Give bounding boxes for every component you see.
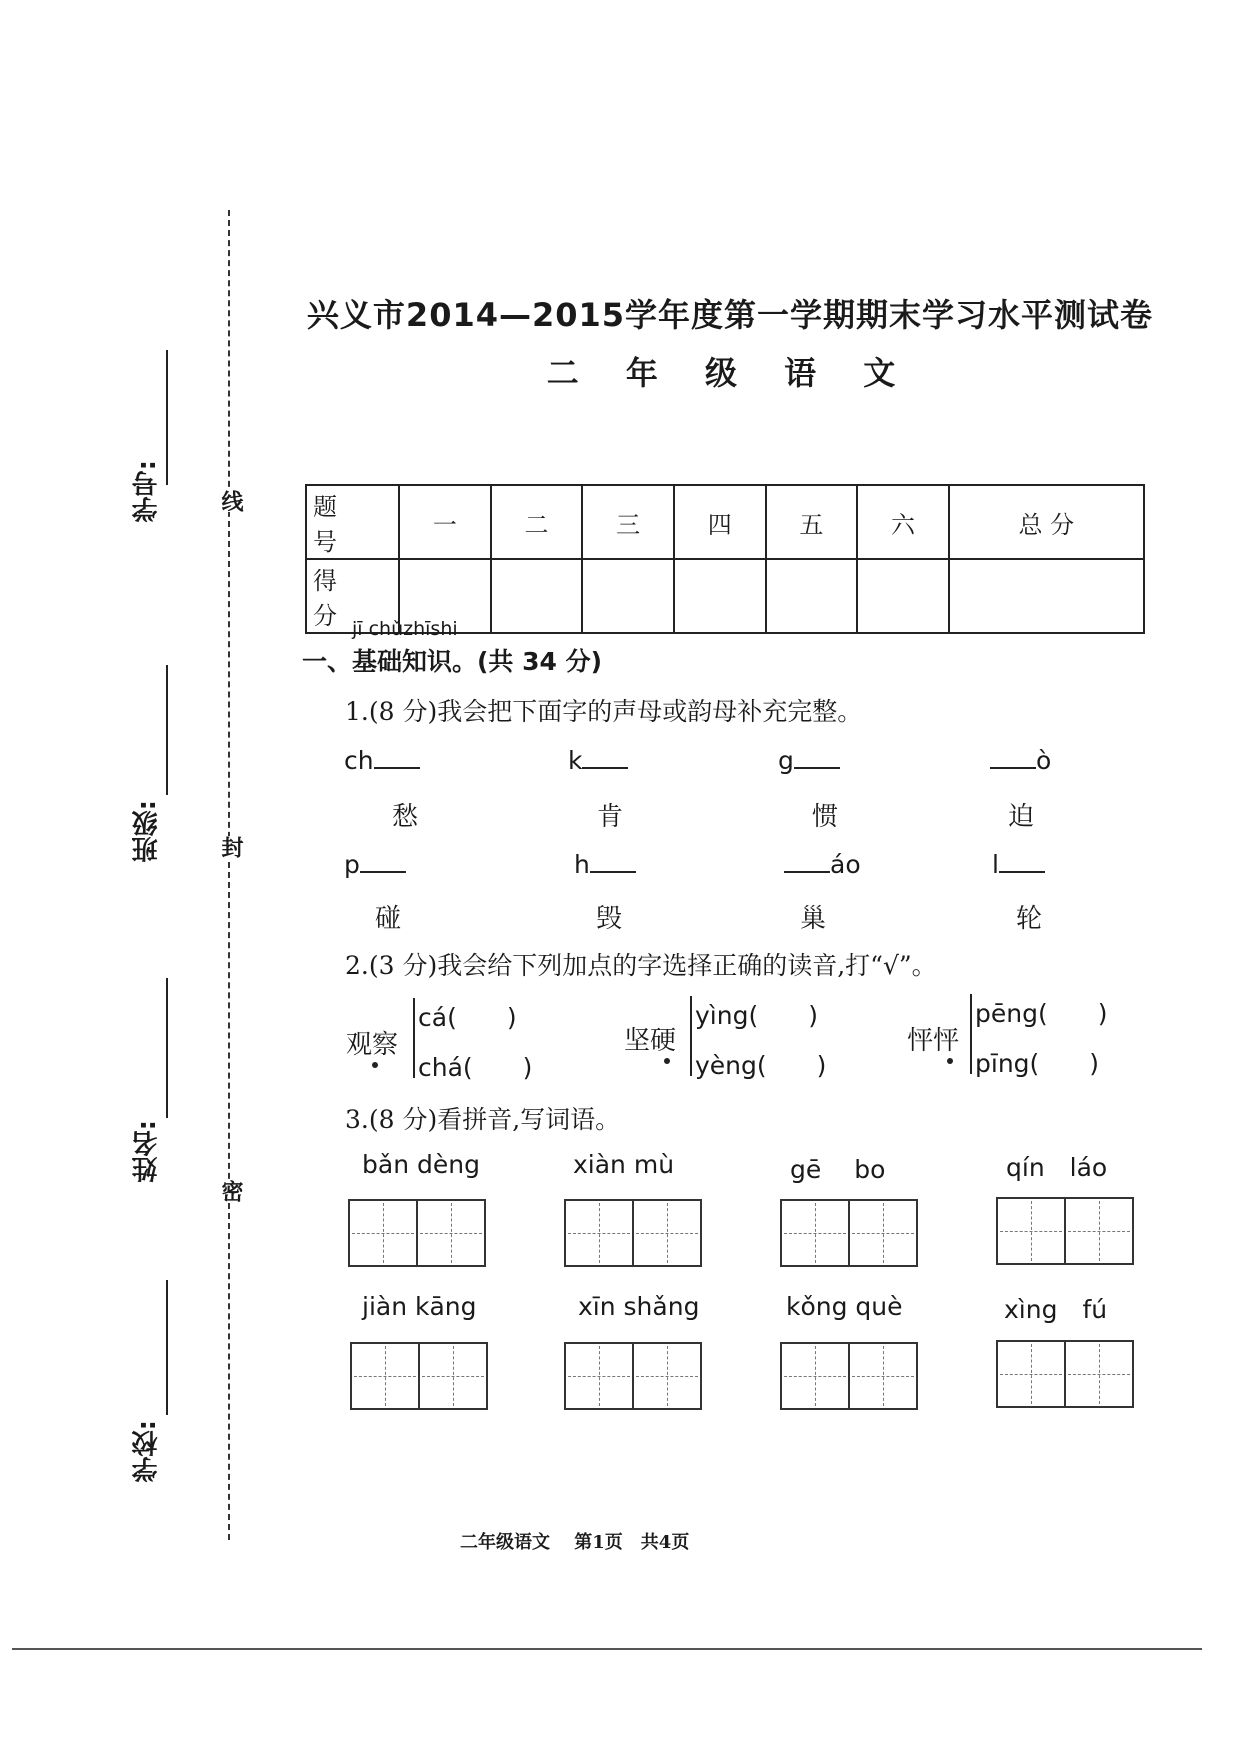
table-cell: 五 [766, 485, 858, 559]
student-number-label: 学号: [132, 460, 162, 523]
table-cell: 三 [582, 485, 674, 559]
q3-pinyin: xìng fú [1004, 1295, 1108, 1324]
page-footer: 二年级语文 第1页 共4页 [460, 1532, 690, 1553]
q2-option[interactable]: yèng( ) [695, 1051, 827, 1080]
table-cell: 题 号 [306, 485, 399, 559]
q3-pinyin: gē bo [790, 1155, 886, 1184]
q1-item-pinyin: p [344, 850, 406, 879]
student-number-blank[interactable] [166, 350, 168, 485]
q1-item-char: 惯 [812, 802, 839, 832]
table-cell: 四 [674, 485, 766, 559]
school-label: 学校: [132, 1420, 162, 1483]
score-input-cell[interactable] [582, 559, 674, 633]
q1-item-char: 迫 [1008, 802, 1035, 832]
mark-xian: 线 [212, 490, 246, 512]
name-blank[interactable] [166, 978, 168, 1118]
exam-subtitle: 二 年 级 语 文 [546, 354, 914, 392]
class-label: 班级: [132, 800, 162, 863]
emphasis-dot [947, 1058, 953, 1064]
class-blank[interactable] [166, 665, 168, 795]
table-row [306, 485, 1144, 559]
q1-item-pinyin: h [574, 850, 636, 879]
writing-grid[interactable] [780, 1199, 918, 1267]
name-label: 姓名: [132, 1120, 162, 1183]
score-input-cell[interactable] [766, 559, 858, 633]
q1-item-char: 愁 [392, 802, 419, 832]
q1-item-pinyin: ch [344, 746, 420, 775]
writing-grid[interactable] [780, 1342, 918, 1410]
score-input-cell[interactable] [674, 559, 766, 633]
q1-item-char: 毁 [596, 904, 623, 934]
score-table [305, 484, 1145, 634]
fill-blank[interactable] [784, 851, 830, 873]
q1-item-pinyin: l [992, 850, 1045, 879]
fill-blank[interactable] [582, 747, 628, 769]
q3-pinyin: xīn shǎng [578, 1292, 700, 1321]
table-cell: 得 分 [306, 559, 399, 633]
q1-title: 1.(8 分)我会把下面字的声母或韵母补充完整。 [345, 697, 863, 726]
q2-word: 坚硬 [624, 1026, 677, 1056]
q1-item-pinyin: k [568, 746, 628, 775]
q1-item-pinyin: áo [784, 850, 861, 879]
table-cell: 二 [491, 485, 583, 559]
q1-item-pinyin: ò [990, 746, 1051, 775]
section-title: 一、基础知识。(共 34 分) [302, 647, 603, 676]
writing-grid[interactable] [564, 1199, 702, 1267]
fill-blank[interactable] [999, 851, 1045, 873]
q3-pinyin: kǒng què [786, 1292, 903, 1321]
score-input-cell[interactable] [857, 559, 949, 633]
fill-blank[interactable] [374, 747, 420, 769]
q2-option[interactable]: cá( ) [418, 1003, 517, 1032]
q3-title: 3.(8 分)看拼音,写词语。 [345, 1105, 621, 1134]
school-blank[interactable] [166, 1280, 168, 1415]
score-input-cell[interactable] [491, 559, 583, 633]
mark-mi: 密 [212, 1180, 246, 1202]
writing-grid[interactable] [996, 1340, 1134, 1408]
q1-item-char: 轮 [1016, 904, 1043, 934]
writing-grid[interactable] [996, 1197, 1134, 1265]
section-pinyin: jī chǔzhīshi [352, 618, 458, 640]
q3-pinyin: jiàn kāng [362, 1292, 477, 1321]
bottom-rule [12, 1648, 1202, 1650]
q1-item-char: 碰 [375, 904, 402, 934]
q2-word: 观察 [346, 1030, 399, 1060]
table-cell: 总 分 [949, 485, 1144, 559]
q3-pinyin: bǎn dèng [362, 1150, 480, 1179]
emphasis-dot [664, 1058, 670, 1064]
option-brace [413, 998, 415, 1078]
option-brace [690, 996, 692, 1076]
writing-grid[interactable] [350, 1342, 488, 1410]
fill-blank[interactable] [794, 747, 840, 769]
q3-pinyin: xiàn mù [573, 1150, 675, 1179]
q3-pinyin: qín láo [1006, 1153, 1108, 1182]
mark-feng: 封 [212, 836, 246, 858]
score-input-cell[interactable] [949, 559, 1144, 633]
binding-dashed-line [228, 210, 230, 1540]
q1-item-char: 巢 [800, 904, 827, 934]
table-cell: 一 [399, 485, 491, 559]
q1-item-char: 肯 [597, 802, 624, 832]
writing-grid[interactable] [564, 1342, 702, 1410]
q2-word: 怦怦 [907, 1026, 960, 1056]
exam-title: 兴义市2014—2015学年度第一学期期末学习水平测试卷 [306, 296, 1154, 334]
q2-title: 2.(3 分)我会给下列加点的字选择正确的读音,打“√”。 [345, 951, 937, 980]
q2-option[interactable]: pēng( ) [975, 999, 1108, 1028]
fill-blank[interactable] [990, 747, 1036, 769]
q2-option[interactable]: yìng( ) [695, 1001, 818, 1030]
table-cell: 六 [857, 485, 949, 559]
q1-item-pinyin: g [778, 746, 840, 775]
fill-blank[interactable] [360, 851, 406, 873]
q2-option[interactable]: chá( ) [418, 1053, 533, 1082]
writing-grid[interactable] [348, 1199, 486, 1267]
q2-option[interactable]: pīng( ) [975, 1049, 1100, 1078]
fill-blank[interactable] [590, 851, 636, 873]
option-brace [970, 994, 972, 1074]
emphasis-dot [372, 1062, 378, 1068]
